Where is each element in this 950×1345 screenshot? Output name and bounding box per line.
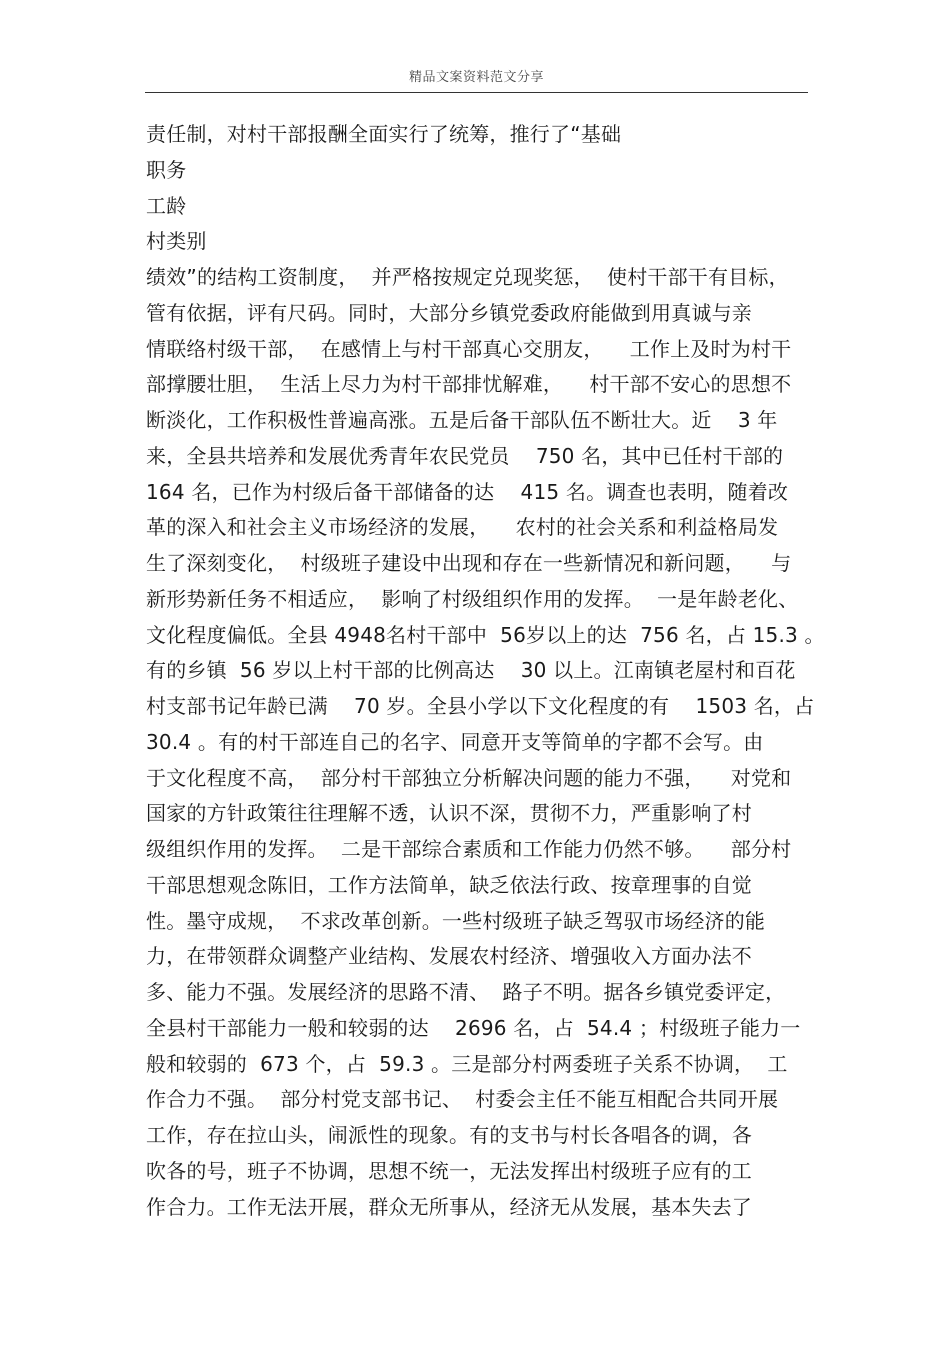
text-line: 性。墨守成规， 不求改革创新。一些村级班子缺乏驾驭市场经济的能: [146, 908, 766, 933]
text-line: 村类别: [146, 229, 207, 254]
text-line: 部撑腰壮胆， 生活上尽力为村干部排忧解难， 村干部不安心的思想不: [146, 372, 792, 397]
text-line: 干部思想观念陈旧，工作方法简单，缺乏依法行政、按章理事的自觉: [146, 872, 752, 897]
text-line: 级组织作用的发挥。 二是干部综合素质和工作能力仍然不够。 部分村: [146, 837, 792, 861]
text-line: 村支部书记年龄已满 70 岁。全县小学以下文化程度的有 1503 名，占: [146, 694, 815, 718]
text-line: 般和较弱的 673 个，占 59.3 。三是部分村两委班子关系不协调， 工: [146, 1051, 788, 1076]
body-text: [146, 117, 825, 1225]
text-line: 吹各的号，班子不协调，思想不统一，无法发挥出村级班子应有的工: [146, 1158, 752, 1183]
text-line: 于文化程度不高， 部分村干部独立分析解决问题的能力不强， 对党和: [146, 765, 792, 790]
text-line: 绩效”的结构工资制度， 并严格按规定兑现奖惩， 使村干部干有目标，: [146, 265, 789, 289]
text-line: 164 名，已作为村级后备干部储备的达 415 名。调查也表明，随着改: [146, 479, 789, 504]
text-line: 有的乡镇 56 岁以上村干部的比例高达 30 以上。江南镇老屋村和百花: [146, 658, 796, 683]
text-line: 新形势新任务不相适应， 影响了村级组织作用的发挥。 一是年龄老化、: [146, 586, 799, 611]
text-line: 工作，存在拉山头，闹派性的现象。有的支书与村长各唱各的调，各: [146, 1123, 752, 1147]
text-line: 全县村干部能力一般和较弱的达 2696 名，占 54.4 ；村级班子能力一: [146, 1015, 801, 1040]
text-line: 情联络村级干部， 在感情上与村干部真心交朋友， 工作上及时为村干: [146, 336, 792, 361]
text-line: 30.4 。有的村干部连自己的名字、同意开支等简单的字都不会写。由: [146, 729, 764, 754]
text-line: 管有依据，评有尺码。同时，大部分乡镇党委政府能做到用真诚与亲: [146, 300, 752, 325]
text-line: 工龄: [146, 193, 187, 218]
text-line: 革的深入和社会主义市场经济的发展， 农村的社会关系和利益格局发: [146, 515, 779, 540]
text-line: 文化程度偏低。全县 4948名村干部中 56岁以上的达 756 名，占 15.3 。: [146, 622, 825, 647]
text-line: 作合力不强。 部分村党支部书记、 村委会主任不能互相配合共同开展: [146, 1087, 779, 1112]
text-line: 责任制，对村干部报酬全面实行了统筹，推行了“基础: [146, 122, 622, 146]
text-line: 来，全县共培养和发展优秀青年农民党员 750 名，其中已任村干部的: [146, 443, 784, 468]
header-title: 精品文案资料范文分享: [408, 70, 544, 85]
text-line: 多、能力不强。发展经济的思路不清、 路子不明。据各乡镇党委评定，: [146, 980, 786, 1004]
text-line: 断淡化，工作积极性普遍高涨。五是后备干部队伍不断壮大。近 3 年: [146, 408, 778, 432]
text-line: 力，在带领群众调整产业结构、发展农村经济、增强收入方面办法不: [146, 944, 752, 969]
text-line: 作合力。工作无法开展，群众无所事从，经济无从发展，基本失去了: [146, 1194, 752, 1219]
text-line: 国家的方针政策往往理解不透，认识不深，贯彻不力，严重影响了村: [146, 801, 752, 826]
text-line: 生了深刻变化， 村级班子建设中出现和存在一些新情况和新问题， 与: [146, 551, 792, 575]
text-line: 职务: [146, 157, 187, 182]
page-header: [145, 60, 808, 93]
